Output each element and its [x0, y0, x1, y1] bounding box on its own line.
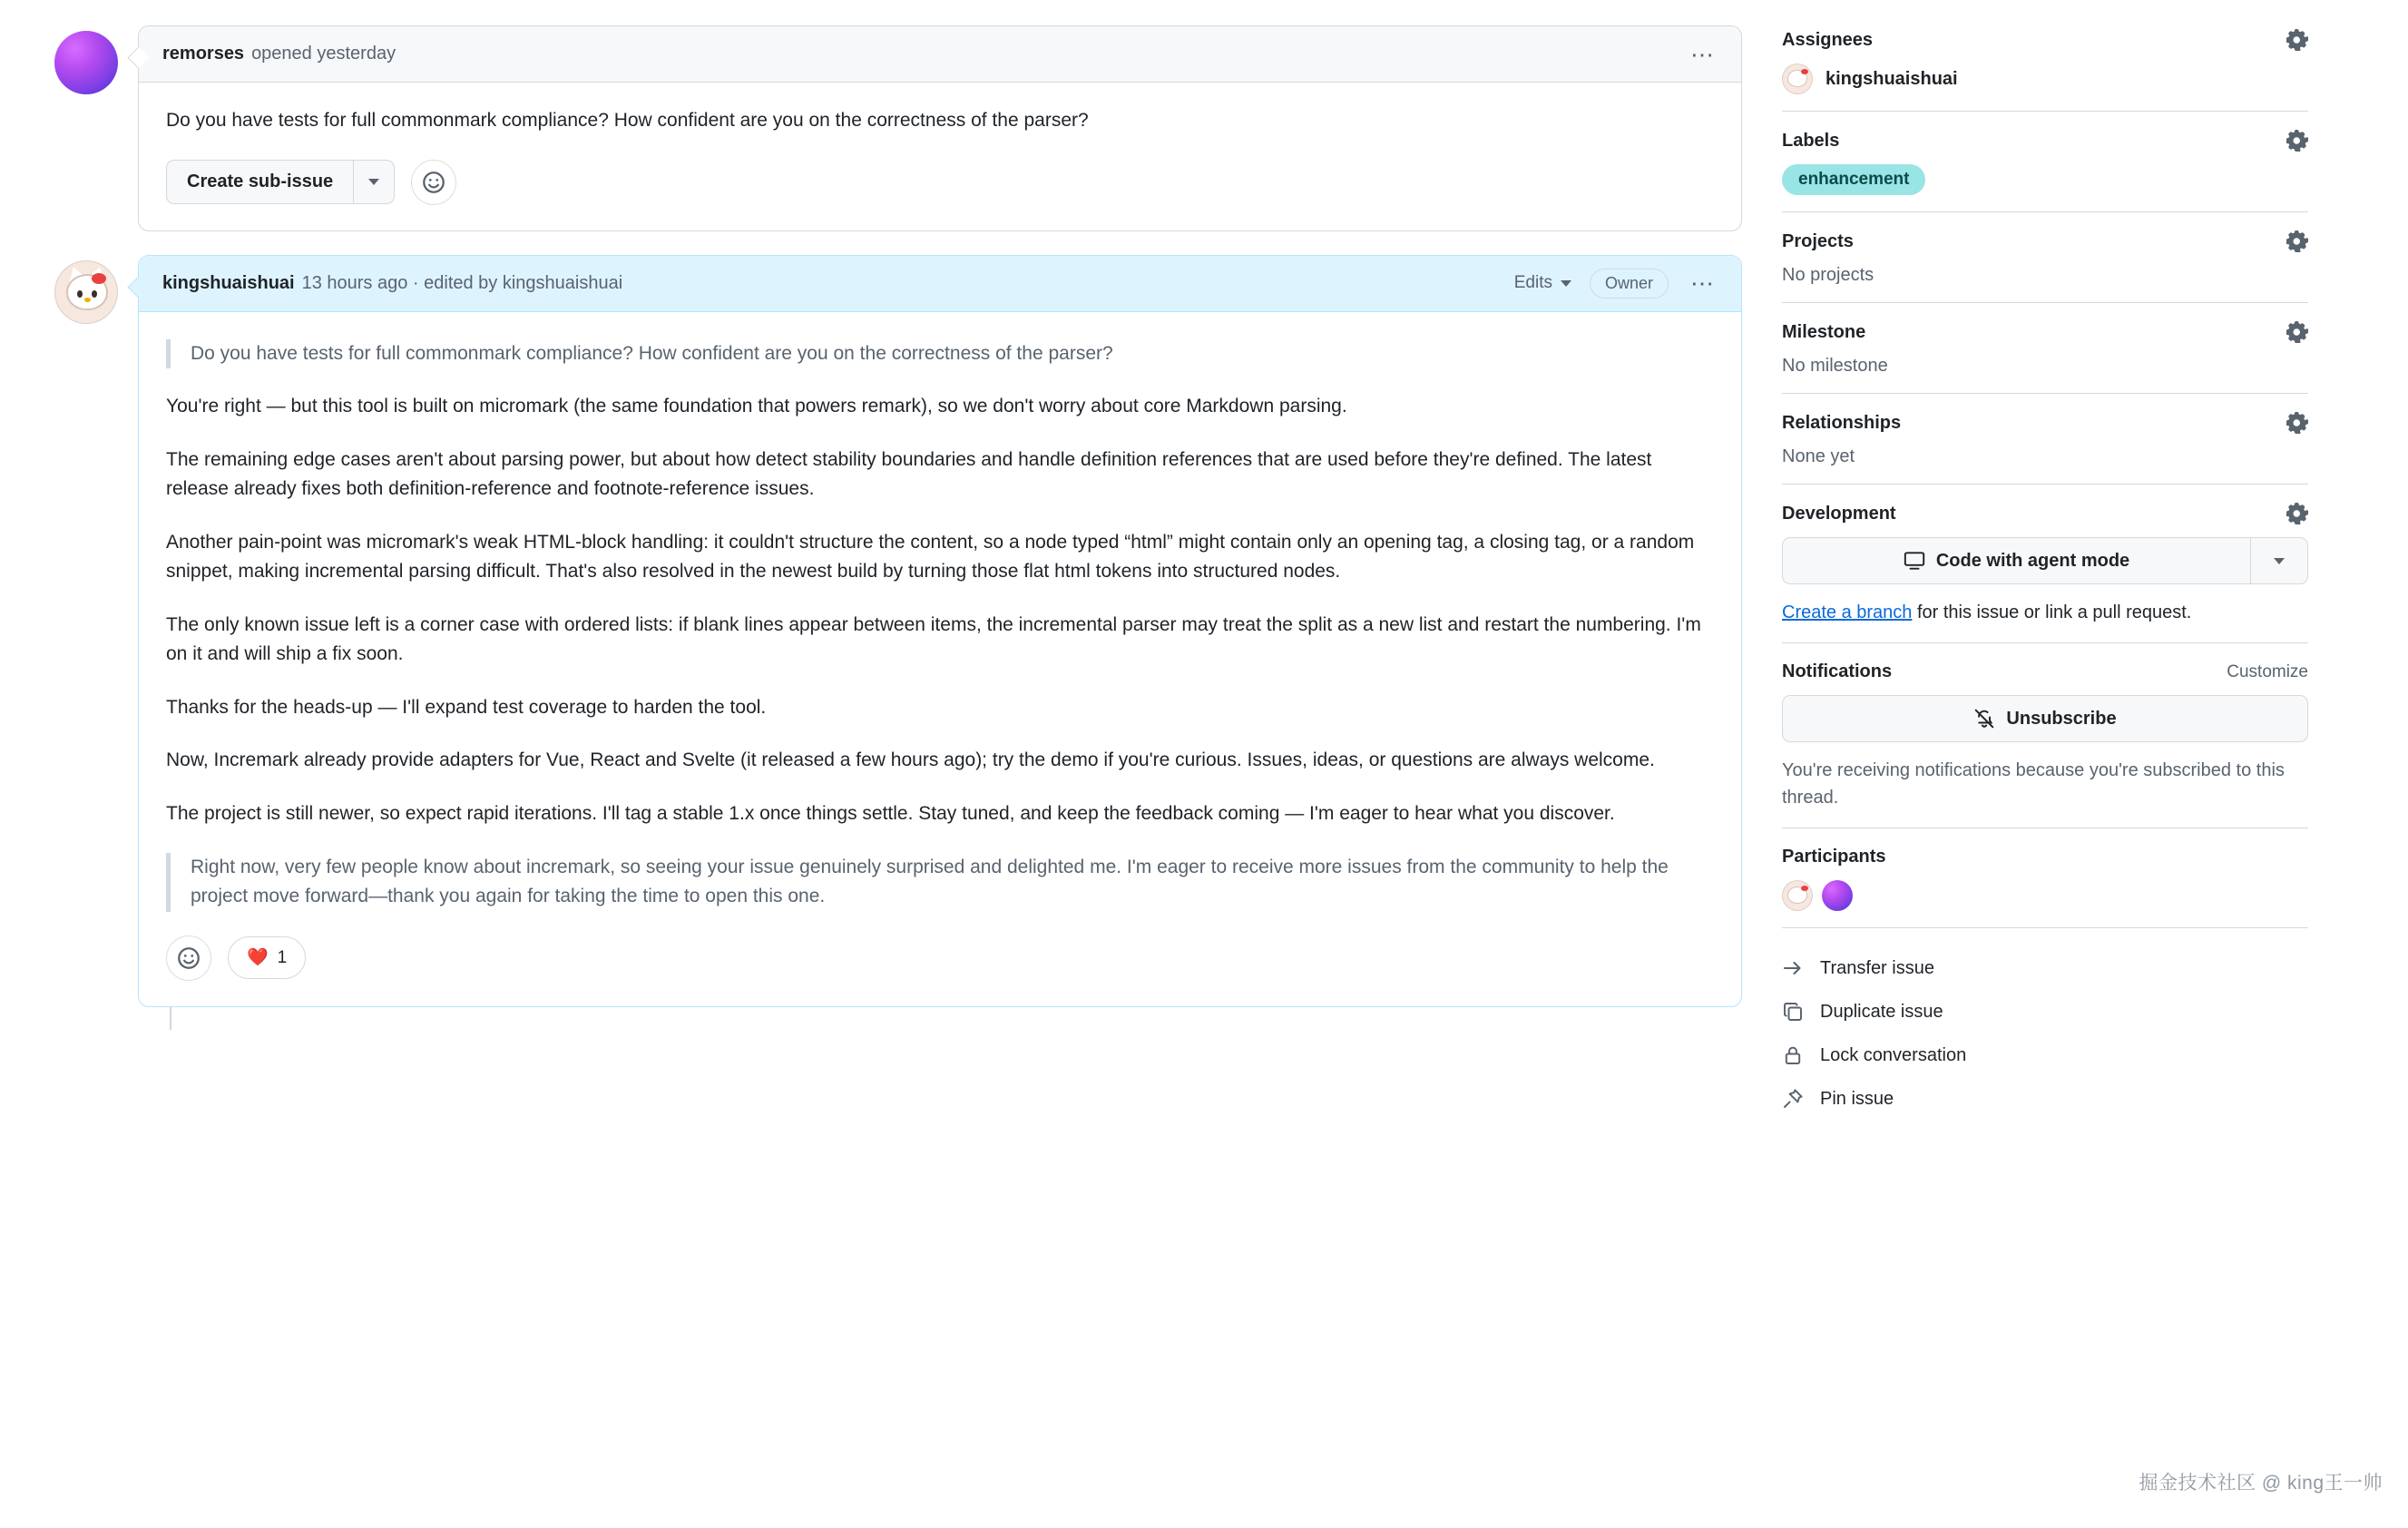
milestone-empty-text: No milestone	[1782, 356, 1888, 376]
development-help-text	[1782, 599, 2308, 626]
comment-timestamp: 13 hours ago · edited by kingshuaishuai	[301, 272, 623, 293]
participant-avatar[interactable]	[1782, 880, 1813, 911]
gear-icon[interactable]	[2286, 412, 2308, 434]
chevron-down-icon	[368, 179, 379, 185]
assignee-item[interactable]	[1782, 64, 2308, 94]
development-title: Development	[1782, 503, 1896, 524]
edits-dropdown[interactable]	[1514, 273, 1571, 293]
comment-paragraph: Now, Incremark already provide adapters for Vue, React and Svelte (it released a few hours ago); try the demo if you're curious. Issues, ideas, or questions are always welcome.	[166, 749, 1655, 771]
comment-paragraph: Do you have tests for full commonmark compliance? How confident are you on the correctness of the parser?	[166, 110, 1089, 131]
gear-icon[interactable]	[2286, 29, 2308, 51]
section-header	[1782, 130, 2308, 152]
comment-body	[139, 312, 1741, 1006]
edits-label: Edits	[1513, 273, 1552, 293]
pin-issue-label: Pin issue	[1820, 1088, 1894, 1109]
smiley-icon	[177, 946, 201, 970]
assignees-title: Assignees	[1782, 29, 1874, 50]
create-sub-issue-button[interactable]: Create sub-issue	[166, 160, 353, 204]
watermark: 掘金技术社区 @ king王一帅	[2139, 1473, 2383, 1494]
sidebar-section-relationships	[1782, 412, 2308, 485]
transfer-issue-label: Transfer issue	[1820, 957, 1934, 978]
projects-empty-text: No projects	[1782, 265, 1875, 285]
lock-conversation-label: Lock conversation	[1820, 1044, 1967, 1065]
participant-avatar[interactable]	[1822, 880, 1853, 911]
avatar[interactable]	[54, 31, 118, 94]
gear-icon[interactable]	[2286, 321, 2308, 343]
comment-author[interactable]: remorses	[162, 44, 245, 64]
reaction-count: 1	[277, 947, 288, 967]
notifications-description: You're receiving notifications because you're subscribed to this thread.	[1782, 760, 2285, 808]
label-chip-enhancement[interactable]: enhancement	[1782, 164, 1925, 195]
comment-author[interactable]: kingshuaishuai	[162, 272, 295, 293]
avatar-decoration	[92, 273, 106, 284]
comment-header	[139, 26, 1741, 83]
sidebar-section-assignees	[1782, 29, 2308, 112]
comment-actions	[166, 160, 1714, 205]
comment-box	[138, 25, 1742, 231]
sidebar-actions	[1782, 946, 2308, 1121]
avatar-decoration	[92, 290, 97, 298]
comment-header	[139, 256, 1741, 312]
heart-reaction-button[interactable]	[228, 936, 306, 979]
agent-mode-label: Code with agent mode	[1935, 550, 2130, 571]
labels-title: Labels	[1782, 130, 1840, 151]
owner-badge: Owner	[1590, 269, 1669, 299]
code-with-agent-mode-button[interactable]	[1782, 537, 2250, 584]
gear-icon[interactable]	[2286, 230, 2308, 252]
add-reaction-button[interactable]	[166, 935, 211, 981]
agent-mode-dropdown[interactable]	[2250, 537, 2308, 584]
comment-kingshuaishuai	[54, 255, 1742, 1007]
avatar-decoration	[77, 290, 83, 298]
add-reaction-button[interactable]	[411, 160, 456, 205]
projects-title: Projects	[1782, 230, 1854, 251]
smiley-icon	[422, 171, 445, 194]
timeline-connector	[170, 1006, 171, 1030]
gear-icon[interactable]	[2286, 503, 2308, 524]
issue-timeline	[54, 25, 1742, 1528]
comment-paragraph: Thanks for the heads-up — I'll expand test coverage to harden the tool.	[166, 696, 767, 718]
pin-issue-action[interactable]	[1782, 1077, 2308, 1121]
quoted-text	[166, 339, 1714, 369]
create-branch-link[interactable]: Create a branch	[1782, 602, 1913, 622]
section-header	[1782, 321, 2308, 343]
transfer-issue-action[interactable]	[1782, 946, 2308, 990]
assignee-name: kingshuaishuai	[1826, 68, 1958, 89]
sidebar-section-projects	[1782, 230, 2308, 303]
section-header	[1782, 661, 2308, 682]
avatar[interactable]	[54, 260, 118, 324]
section-header	[1782, 847, 2308, 867]
comment-menu-icon[interactable]: ⋯	[1690, 40, 1716, 68]
notifications-title: Notifications	[1782, 661, 1893, 681]
comment-paragraph: The only known issue left is a corner case with ordered lists: if blank lines appear between items, the incremental parser may treat the split as a new list and restart the numbering. I'm on it and will ship a fix soon.	[166, 613, 1701, 665]
gear-icon[interactable]	[2286, 130, 2308, 152]
chevron-down-icon	[1561, 280, 1571, 287]
comment-paragraph: You're right — but this tool is built on micromark (the same foundation that powers remark), so we don't worry about core Markdown parsing.	[166, 396, 1347, 417]
issue-sidebar	[1782, 25, 2308, 1528]
sidebar-section-labels	[1782, 130, 2308, 212]
duplicate-issue-action[interactable]	[1782, 990, 2308, 1033]
relationships-empty-text: None yet	[1782, 446, 1855, 466]
avatar-decoration	[1801, 69, 1808, 74]
comment-paragraph: The remaining edge cases aren't about parsing power, but about how detect stability boundaries and handle definition references that are used before they're defined. The latest release already fixes both definition-reference and footnote-reference issues.	[166, 448, 1652, 500]
sidebar-section-notifications	[1782, 661, 2308, 828]
comment-timestamp: opened yesterday	[251, 44, 396, 64]
lock-conversation-action[interactable]	[1782, 1033, 2308, 1077]
heart-icon: ❤️	[247, 947, 269, 967]
section-header	[1782, 412, 2308, 434]
section-header	[1782, 503, 2308, 524]
arrow-right-icon	[1782, 957, 1804, 979]
section-header	[1782, 230, 2308, 252]
comment-paragraph: The project is still newer, so expect rapid iterations. I'll tag a stable 1.x once things settle. Stay tuned, and keep the feedback coming — I'm eager to hear what you discover.	[166, 803, 1615, 825]
participants-title: Participants	[1782, 847, 1886, 867]
closing-quoted-text	[166, 853, 1714, 912]
duplicate-issue-label: Duplicate issue	[1820, 1001, 1943, 1022]
comment-remorses	[54, 25, 1742, 231]
lock-icon	[1782, 1044, 1804, 1066]
avatar-decoration	[84, 298, 91, 302]
relationships-title: Relationships	[1782, 412, 1902, 433]
sidebar-section-development	[1782, 503, 2308, 643]
participants-list	[1782, 880, 2308, 911]
quote-paragraph: Do you have tests for full commonmark compliance? How confident are you on the correctness of the parser?	[191, 342, 1113, 364]
sidebar-section-participants	[1782, 847, 2308, 928]
bell-slash-icon	[1973, 708, 1995, 730]
customize-notifications-link[interactable]: Customize	[2227, 661, 2308, 681]
agent-mode-button-group	[1782, 537, 2308, 584]
create-sub-issue-group	[166, 160, 395, 204]
unsubscribe-label: Unsubscribe	[2006, 708, 2117, 729]
comment-menu-icon[interactable]: ⋯	[1690, 269, 1716, 298]
chevron-down-icon	[2274, 558, 2285, 564]
comment-paragraph: Another pain-point was micromark's weak HTML-block handling: it couldn't structure the content, so a node typed “html” might contain only an opening tag, a closing tag, or a random snippet, making incremental parsing difficult. That's also resolved in the newest build by turning those flat html tokens into structured nodes.	[166, 531, 1695, 583]
avatar-decoration	[1801, 886, 1808, 891]
avatar	[1782, 64, 1813, 94]
comment-reactions	[166, 935, 1714, 981]
section-header	[1782, 29, 2308, 51]
device-desktop-icon	[1904, 550, 1925, 572]
create-branch-rest: for this issue or link a pull request.	[1912, 602, 2192, 622]
comment-box	[138, 255, 1742, 1007]
comment-body	[139, 83, 1741, 230]
milestone-title: Milestone	[1782, 321, 1866, 342]
sidebar-section-milestone	[1782, 321, 2308, 394]
quote-paragraph: Right now, very few people know about incremark, so seeing your issue genuinely surprised and delighted me. I'm eager to receive more issues from the community to help the project move forward—thank you again for taking the time to open this one.	[191, 856, 1669, 907]
create-sub-issue-dropdown[interactable]	[353, 160, 395, 204]
pin-icon	[1782, 1088, 1804, 1110]
copy-icon	[1782, 1001, 1804, 1023]
unsubscribe-button[interactable]	[1782, 695, 2308, 742]
